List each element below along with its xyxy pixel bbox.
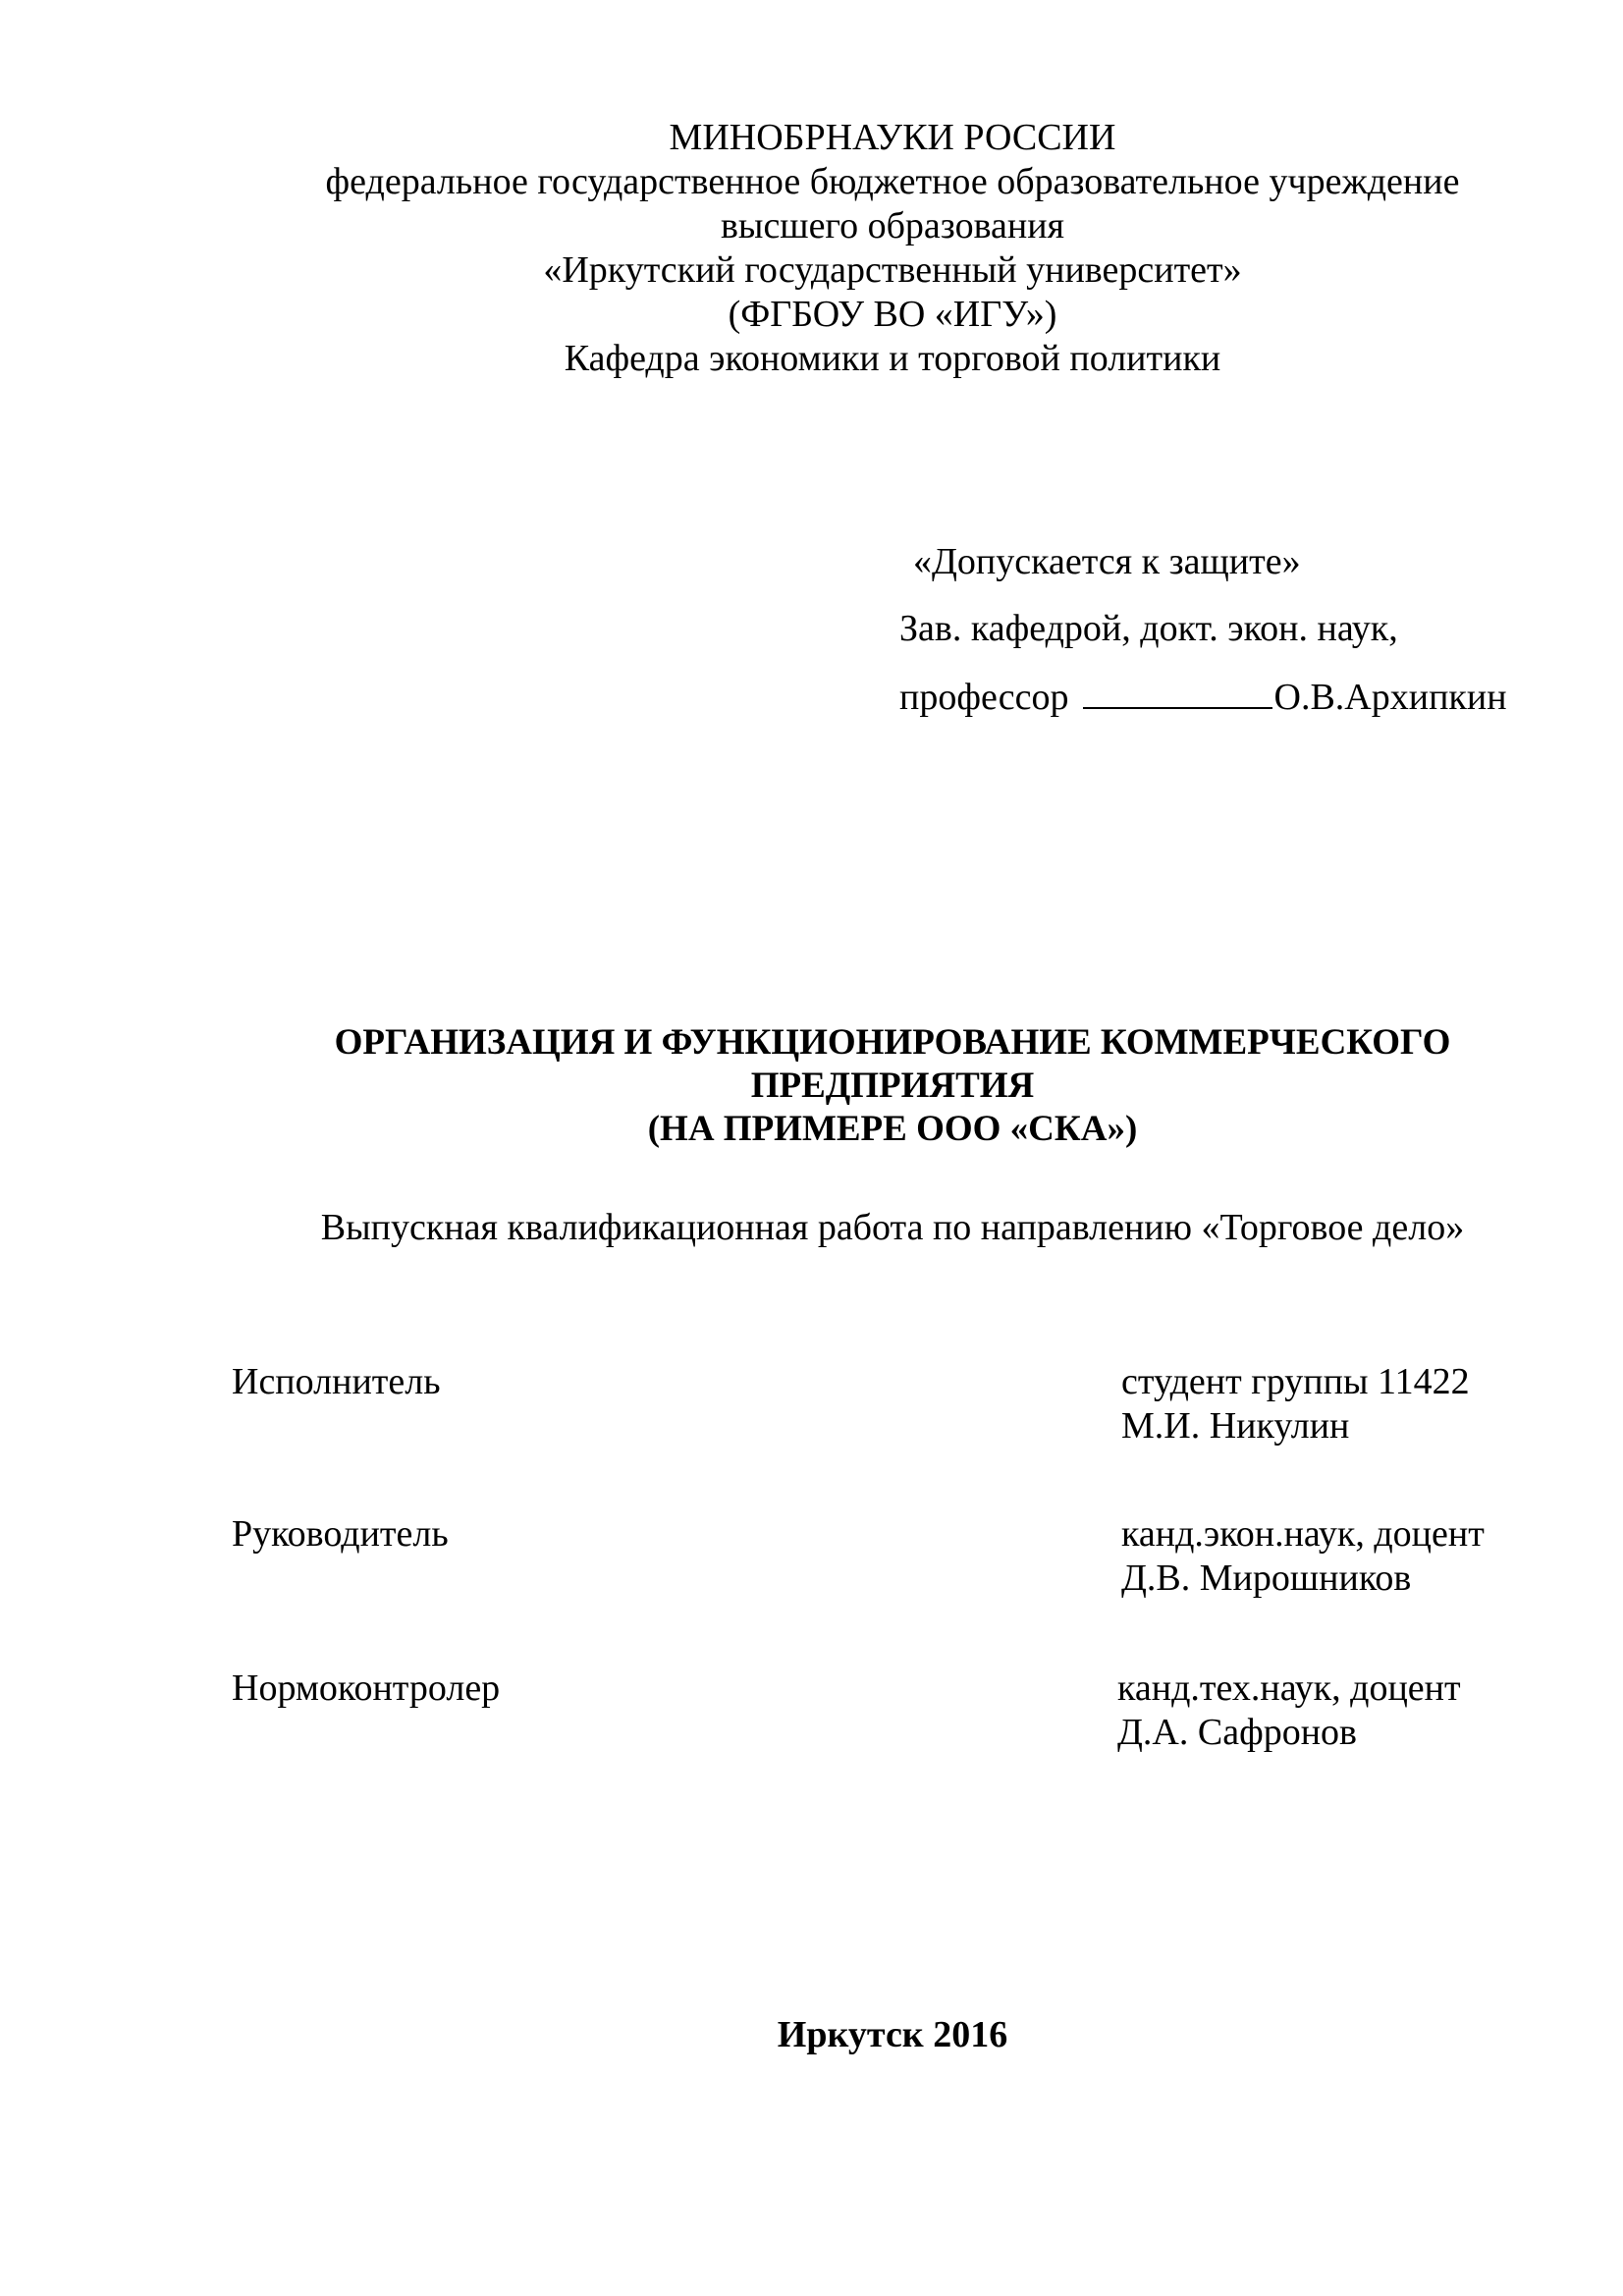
department-name: Кафедра экономики и торговой политики	[564, 338, 1221, 379]
role-detail: канд.тех.наук, доцент	[1117, 1667, 1461, 1709]
role-info	[1117, 1667, 1461, 1755]
approver-signature-line	[899, 674, 1507, 720]
role-detail: студент группы 11422	[1121, 1361, 1470, 1402]
role-person-name: М.И. Никулин	[1121, 1405, 1350, 1447]
role-label: Исполнитель	[232, 1361, 441, 1402]
role-info	[1121, 1360, 1470, 1449]
education-level-line: высшего образования	[720, 205, 1065, 246]
ministry-line: МИНОБРНАУКИ РОССИИ	[669, 117, 1116, 158]
thesis-title	[0, 1021, 1623, 1151]
institution-header	[0, 116, 1623, 381]
work-type: Выпускная квалификационная работа по направлению «Торговое дело»	[320, 1207, 1465, 1248]
approver-position: Зав. кафедрой, докт. экон. наук,	[899, 608, 1398, 649]
role-person-name: Д.А. Сафронов	[1117, 1712, 1357, 1753]
institution-type-line: федеральное государственное бюджетное образовательное учреждение	[325, 161, 1460, 202]
university-abbreviation: (ФГБОУ ВО «ИГУ»)	[728, 294, 1057, 335]
role-row	[232, 1512, 1508, 1611]
role-person-name: Д.В. Мирошников	[1121, 1558, 1412, 1599]
thesis-title-line-3: (НА ПРИМЕРЕ ООО «СКА»)	[647, 1109, 1138, 1149]
role-row	[232, 1667, 1508, 1765]
city-year: Иркутск 2016	[777, 2014, 1008, 2055]
role-info	[1121, 1512, 1485, 1601]
role-row	[232, 1360, 1508, 1458]
admission-stamp: «Допускается к защите»	[913, 541, 1301, 582]
approver-name: О.В.Архипкин	[1273, 677, 1507, 718]
role-label: Нормоконтролер	[232, 1667, 501, 1709]
thesis-title-line-1: ОРГАНИЗАЦИЯ И ФУНКЦИОНИРОВАНИЕ КОММЕРЧЕСКОГО	[334, 1022, 1451, 1063]
signature-blank	[1083, 674, 1272, 709]
thesis-title-line-2: ПРЕДПРИЯТИЯ	[750, 1066, 1035, 1106]
role-detail: канд.экон.наук, доцент	[1121, 1513, 1485, 1555]
university-name: «Иркутский государственный университет»	[543, 249, 1242, 291]
approver-title: профессор	[899, 677, 1069, 718]
role-label: Руководитель	[232, 1513, 449, 1555]
